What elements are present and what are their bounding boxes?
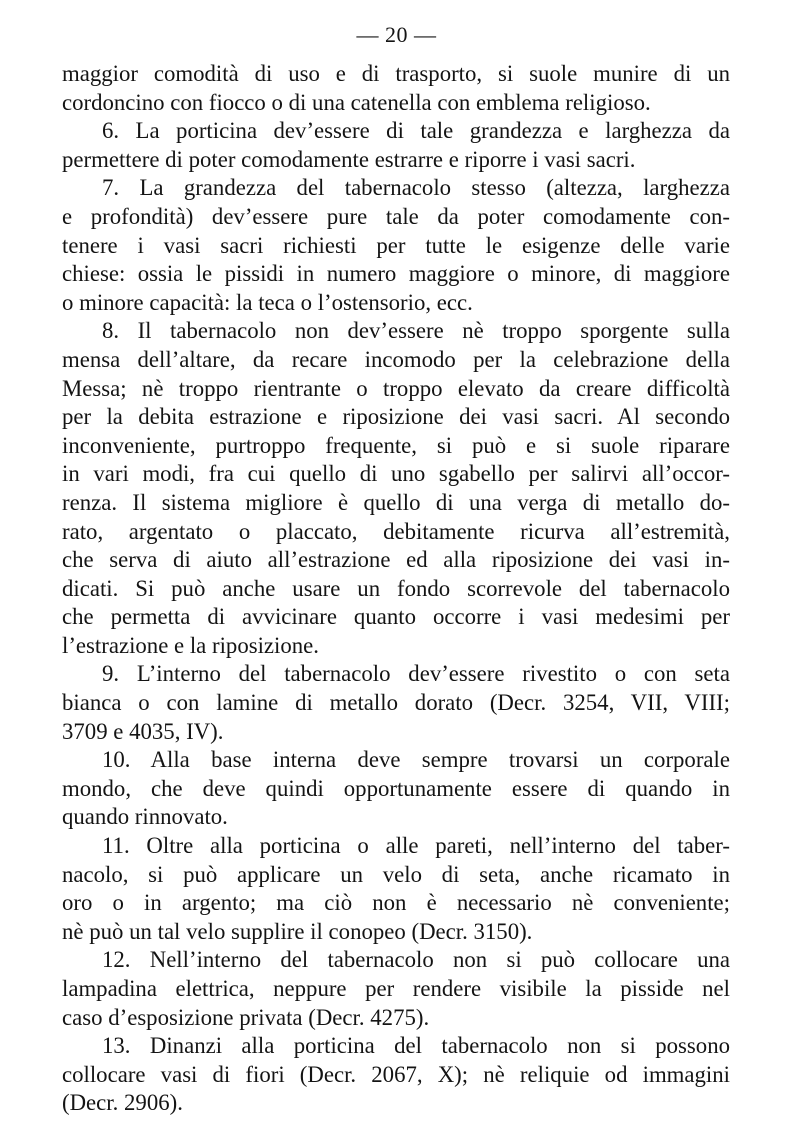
paragraph bbox=[62, 946, 730, 1032]
text-line: dicati. Si può anche usare un fondo scorrevole del tabernacolo bbox=[62, 575, 730, 601]
paragraph bbox=[62, 317, 730, 660]
text-line: l’estrazione e la riposizione. bbox=[62, 632, 319, 658]
text-line: collocare vasi di fiori (Decr. 2067, X); nè reliquie od immagini bbox=[62, 1061, 730, 1087]
text-line: maggior comodità di uso e di trasporto, si suole munire di un bbox=[62, 61, 730, 86]
text-line: che serva di aiuto all’estrazione ed alla riposizione dei vasi in- bbox=[62, 547, 730, 573]
text-line: o minore capacità: la teca o l’ostensorio, ecc. bbox=[62, 289, 473, 315]
text-line: chiese: ossia le pissidi in numero maggiore o minore, di maggiore bbox=[62, 261, 730, 287]
text-line: che permetta di avvicinare quanto occorre i vasi medesimi per bbox=[62, 604, 730, 630]
paragraph bbox=[62, 174, 730, 317]
text-line: nacolo, si può applicare un velo di seta, anche ricamato in bbox=[62, 861, 730, 887]
paragraph-continued bbox=[62, 60, 730, 117]
paragraph bbox=[62, 746, 730, 832]
text-line: Messa; nè troppo rientrante o troppo elevato da creare difficoltà bbox=[62, 375, 730, 401]
text-line: 6. La porticina dev’essere di tale grandezza e larghezza da bbox=[102, 118, 730, 144]
text-line: 7. La grandezza del tabernacolo stesso (altezza, larghezza bbox=[102, 175, 730, 201]
text-line: lampadina elettrica, neppure per rendere visibile la pisside nel bbox=[62, 976, 730, 1001]
paragraph bbox=[62, 660, 730, 746]
text-line: e profondità) dev’essere pure tale da poter comodamente con- bbox=[62, 203, 730, 229]
text-line: nè può un tal velo supplire il conopeo (Decr. 3150). bbox=[62, 918, 533, 944]
text-line: cordoncino con fiocco o di una catenella con emblema religioso. bbox=[62, 89, 651, 115]
page-body bbox=[62, 60, 730, 1118]
text-line: rato, argentato o placcato, debitamente ricurva all’estremità, bbox=[62, 518, 730, 544]
page-number: — 20 — bbox=[356, 22, 437, 47]
text-line: tenere i vasi sacri richiesti per tutte le esigenze delle varie bbox=[62, 232, 730, 258]
text-line: oro o in argento; ma ciò non è necessario nè conveniente; bbox=[62, 890, 730, 916]
text-line: 12. Nell’interno del tabernacolo non si può collocare una bbox=[102, 947, 730, 973]
text-line: mondo, che deve quindi opportunamente essere di quando in bbox=[62, 775, 730, 801]
text-line: per la debita estrazione e riposizione dei vasi sacri. Al secondo bbox=[62, 404, 730, 430]
text-line: quando rinnovato. bbox=[62, 804, 228, 830]
text-line: mensa dell’altare, da recare incomodo per la celebrazione della bbox=[62, 346, 730, 372]
text-line: bianca o con lamine di metallo dorato (Decr. 3254, VII, VIII; bbox=[62, 690, 730, 716]
paragraph bbox=[62, 832, 730, 946]
text-line: 8. Il tabernacolo non dev’essere nè troppo sporgente sulla bbox=[102, 318, 730, 344]
text-line: 9. L’interno del tabernacolo dev’essere rivestito o con seta bbox=[102, 661, 730, 687]
text-line: caso d’esposizione privata (Decr. 4275). bbox=[62, 1004, 430, 1030]
text-line: permettere di poter comodamente estrarre e riporre i vasi sacri. bbox=[62, 146, 636, 172]
text-line: inconveniente, purtroppo frequente, si può e si suole riparare bbox=[62, 432, 730, 458]
text-line: 10. Alla base interna deve sempre trovarsi un corporale bbox=[102, 747, 730, 773]
text-line: 3709 e 4035, IV). bbox=[62, 718, 224, 744]
text-line: 11. Oltre alla porticina o alle pareti, nell’interno del taber- bbox=[102, 833, 730, 859]
text-line: renza. Il sistema migliore è quello di una verga di metallo do- bbox=[62, 489, 730, 515]
text-line: (Decr. 2906). bbox=[62, 1090, 183, 1116]
text-line: 13. Dinanzi alla porticina del tabernacolo non si possono bbox=[102, 1033, 730, 1059]
paragraph bbox=[62, 1032, 730, 1118]
paragraph bbox=[62, 117, 730, 174]
text-line: in vari modi, fra cui quello di uno sgabello per salirvi all’occor- bbox=[62, 461, 730, 487]
